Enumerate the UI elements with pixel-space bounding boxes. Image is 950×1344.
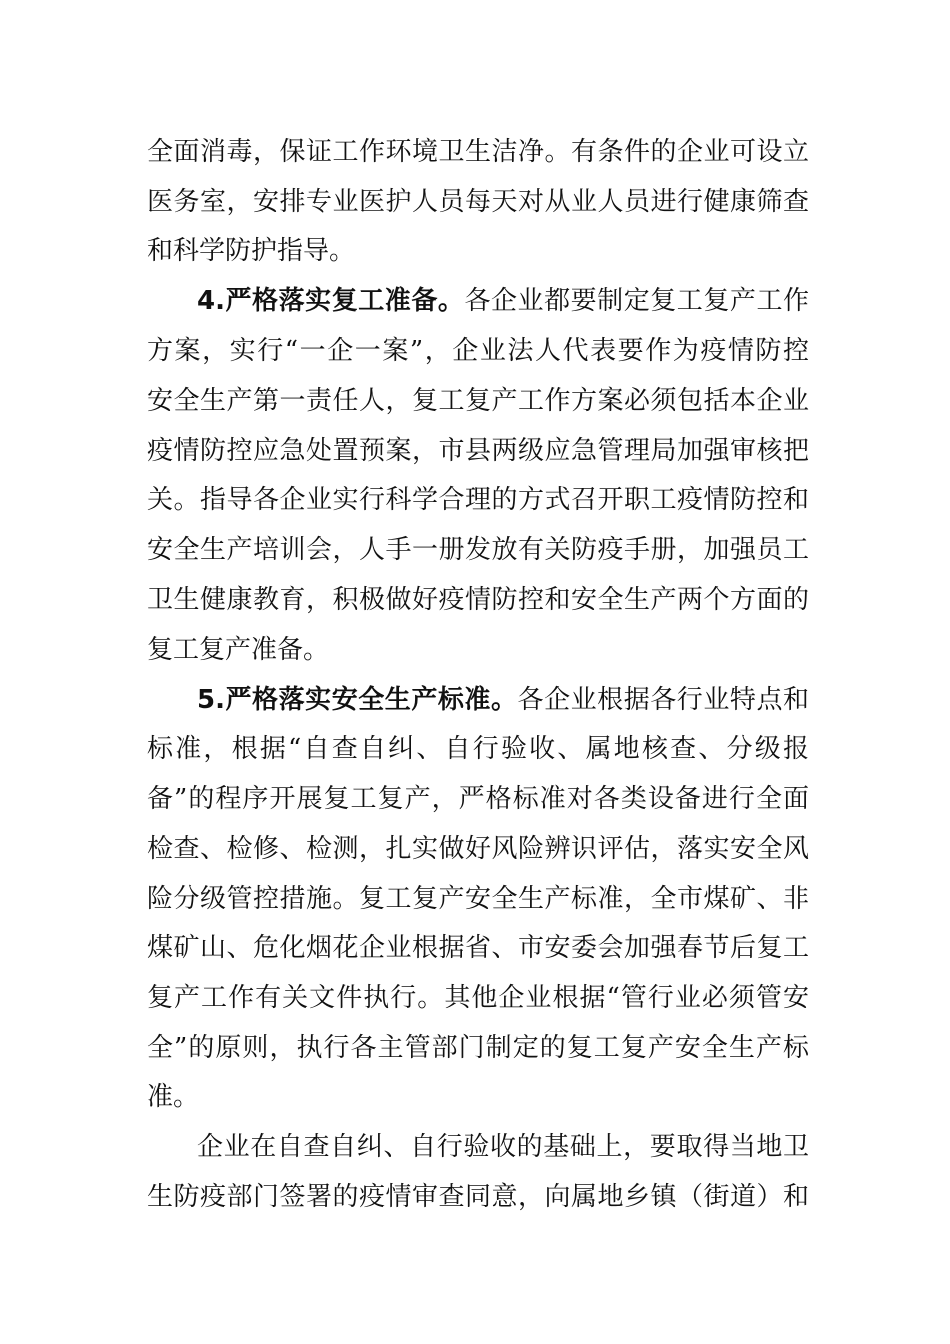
text-line: 医务室，安排专业医护人员每天对从业人员进行健康筛查 (147, 187, 809, 217)
text-line: 全面消毒，保证工作环境卫生洁净。有条件的企业可设立 (147, 137, 809, 167)
text-line: 卫生健康教育，积极做好疫情防控和安全生产两个方面的 (147, 585, 809, 615)
paragraph-first-line: 企业在自查自纠、自行验收的基础上，要取得当地卫 (197, 1132, 809, 1162)
text-line: 和科学防护指导。 (147, 236, 356, 266)
text-line: 复工复产准备。 (147, 635, 330, 665)
text-line: 关。指导各企业实行科学合理的方式召开职工疫情防控和 (147, 485, 809, 515)
text-line: 准。 (147, 1082, 200, 1112)
section-heading: 4.严格落实复工准备。 (197, 286, 465, 316)
text-line: 险分级管控措施。复工复产安全生产标准，全市煤矿、非 (147, 884, 809, 914)
text-run: 各企业都要制定复工复产工作 (464, 286, 809, 316)
text-line: 备”的程序开展复工复产，严格标准对各类设备进行全面 (147, 784, 809, 814)
text-line: 检查、检修、检测，扎实做好风险辨识评估，落实安全风 (147, 834, 809, 864)
paragraph-first-line (197, 281, 809, 321)
text-line: 复产工作有关文件执行。其他企业根据“管行业必须管安 (147, 983, 809, 1013)
text-line: 全”的原则，执行各主管部门制定的复工复产安全生产标 (147, 1033, 809, 1063)
text-line: 煤矿山、危化烟花企业根据省、市安委会加强春节后复工 (147, 933, 809, 963)
text-line: 疫情防控应急处置预案，市县两级应急管理局加强审核把 (147, 436, 809, 466)
text-line: 生防疫部门签署的疫情审查同意，向属地乡镇（街道）和 (147, 1182, 809, 1212)
text-line: 安全生产第一责任人，复工复产工作方案必须包括本企业 (147, 386, 809, 416)
section-heading: 5.严格落实安全生产标准。 (197, 685, 518, 715)
text-run: 各企业根据各行业特点和 (517, 685, 809, 715)
text-line: 方案，实行“一企一案”，企业法人代表要作为疫情防控 (147, 336, 809, 366)
paragraph-first-line (197, 680, 809, 720)
text-line: 安全生产培训会，人手一册发放有关防疫手册，加强员工 (147, 535, 809, 565)
text-line: 标准，根据“自查自纠、自行验收、属地核查、分级报 (147, 734, 809, 764)
